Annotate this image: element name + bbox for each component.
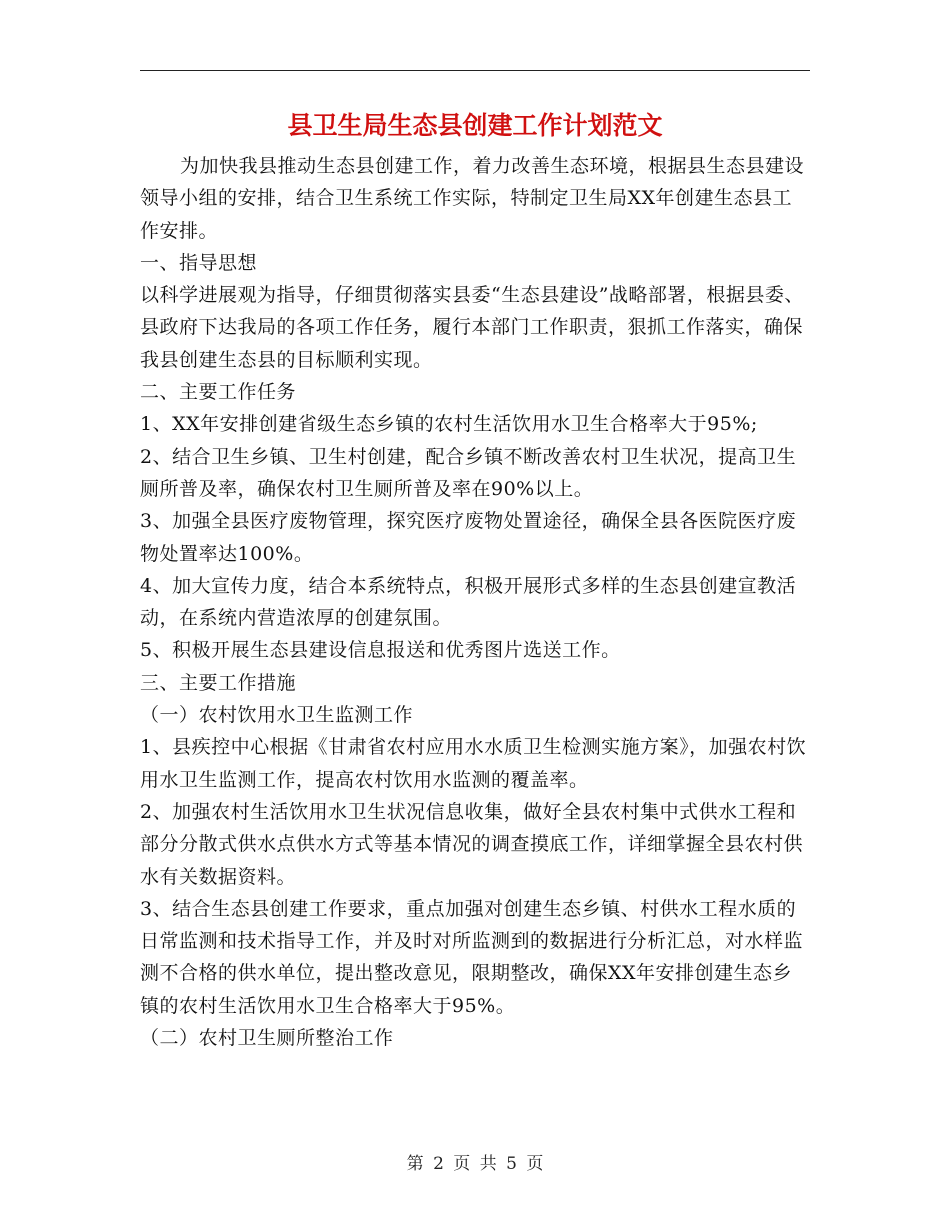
section-heading: 三、主要工作措施	[140, 671, 297, 694]
subsection-heading: （一）农村饮用水卫生监测工作	[140, 704, 414, 727]
list-item: 2、加强农村生活饮用水卫生状况信息收集，做好全县农村集中式供水工程和部分分散式供水点供水方式等基本情况的调查摸底工作，详细掌握全县农村供水有关数据资料。	[140, 800, 804, 888]
list-item: 1、XX年安排创建省级生态乡镇的农村生活饮用水卫生合格率大于95%;	[140, 413, 758, 436]
intro-paragraph: 为加快我县推动生态县创建工作，着力改善生态环境，根据县生态县建设领导小组的安排，结合卫生系统工作实际，特制定卫生局XX年创建生态县工作安排。	[140, 155, 805, 242]
list-item: 2、结合卫生乡镇、卫生村创建，配合乡镇不断改善农村卫生状况，提高卫生厕所普及率，确保农村卫生厕所普及率在90%以上。	[140, 445, 797, 500]
document-title: 县卫生局生态县创建工作计划范文	[287, 111, 663, 140]
list-item: 4、加大宣传力度，结合本系统特点，积极开展形式多样的生态县创建宣教活动，在系统内营造浓厚的创建氛围。	[140, 574, 797, 630]
list-item: 1、县疾控中心根据《甘肃省农村应用水水质卫生检测实施方案》，加强农村饮用水卫生监测工作，提高农村饮用水监测的覆盖率。	[140, 736, 807, 791]
paragraph: 以科学进展观为指导，仔细贯彻落实县委“生态县建设”战略部署，根据县委、县政府下达我局的各项工作任务，履行本部门工作职责，狠抓工作落实，确保我县创建生态县的目标顺利实现。	[140, 284, 804, 371]
section-heading: 一、指导思想	[140, 251, 258, 274]
page-footer: 第 2 页 共 5 页	[406, 1154, 544, 1174]
section-heading: 二、主要工作任务	[140, 381, 297, 404]
list-item: 3、加强全县医疗废物管理，探究医疗废物处置途径，确保全县各医院医疗废物处置率达100%。	[140, 510, 797, 565]
list-item: 3、结合生态县创建工作要求，重点加强对创建生态乡镇、村供水工程水质的日常监测和技术指导工作，并及时对所监测到的数据进行分析汇总，对水样监测不合格的供水单位，提出整改意见，限期整改，确保XX年安排创建生态乡镇的农村生活饮用水卫生合格率大于95%。	[140, 897, 804, 1017]
header-rule	[140, 70, 810, 71]
document-body	[140, 150, 810, 1054]
list-item: 5、积极开展生态县建设信息报送和优秀图片选送工作。	[140, 639, 621, 662]
subsection-heading: （二）农村卫生厕所整治工作	[140, 1027, 394, 1050]
